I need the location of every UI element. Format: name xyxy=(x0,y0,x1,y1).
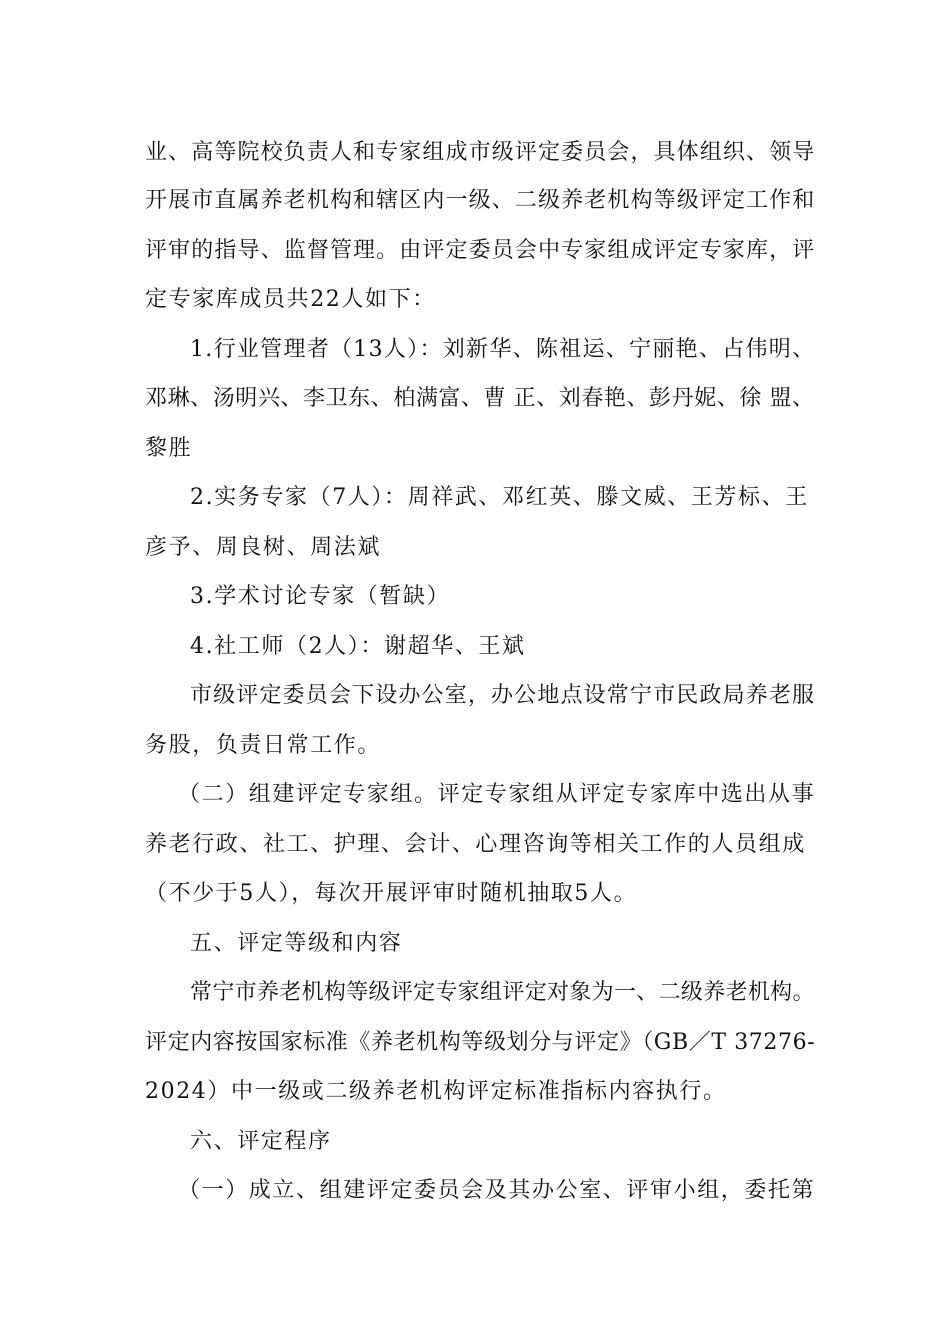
paragraph-first-line: 市级评定委员会下设办公室，办公地点设常宁市民政局养老服 xyxy=(190,683,816,708)
paragraph-first-line: 常宁市养老机构等级评定专家组评定对象为一、二级养老机构。 xyxy=(190,980,815,1005)
body-text-line: 业、高等院校负责人和专家组成市级评定委员会，具体组织、领导 xyxy=(145,140,816,165)
body-text-line: 养老行政、社工、护理、会计、心理咨询等相关工作的人员组成 xyxy=(145,832,806,857)
body-text-line: 邓琳、汤明兴、李卫东、柏满富、曹 正、刘春艳、彭丹妮、徐 盟、 xyxy=(145,386,815,411)
body-text-line: 开展市直属养老机构和辖区内一级、二级养老机构等级评定工作和 xyxy=(145,188,816,213)
list-item-line: 2.实务专家（7人）：周祥武、邓红英、滕文威、王芳标、王 xyxy=(190,485,809,510)
list-item-line: 1.行业管理者（13人）：刘新华、陈祖运、宁丽艳、占伟明、 xyxy=(190,337,816,362)
body-text-line: 彦予、周良树、周法斌 xyxy=(145,535,382,560)
paragraph-first-line: （一）成立、组建评定委员会及其办公室、评审小组，委托第 xyxy=(178,1178,816,1203)
body-text-line: 定专家库成员共22人如下： xyxy=(145,287,436,312)
body-text-line: 评定内容按国家标准《养老机构等级划分与评定》（GB／T 37276- xyxy=(145,1030,816,1055)
list-item-line: 4.社工师（2人）：谢超华、王斌 xyxy=(190,634,526,659)
body-text-line: 务股，负责日常工作。 xyxy=(145,733,382,758)
body-text-line: 2024）中一级或二级养老机构评定标准指标内容执行。 xyxy=(145,1079,727,1104)
paragraph-first-line: （二）组建评定专家组。评定专家组从评定专家库中选出从事 xyxy=(178,782,816,807)
section-heading: 五、评定等级和内容 xyxy=(190,931,403,956)
body-text-line: 黎胜 xyxy=(145,436,193,461)
body-text-line: 评审的指导、监督管理。由评定委员会中专家组成评定专家库，评 xyxy=(145,238,816,263)
list-item-line: 3.学术讨论专家（暂缺） xyxy=(190,584,451,609)
section-heading: 六、评定程序 xyxy=(190,1129,332,1154)
body-text-line: （不少于5人），每次开展评审时随机抽取5人。 xyxy=(145,881,638,906)
